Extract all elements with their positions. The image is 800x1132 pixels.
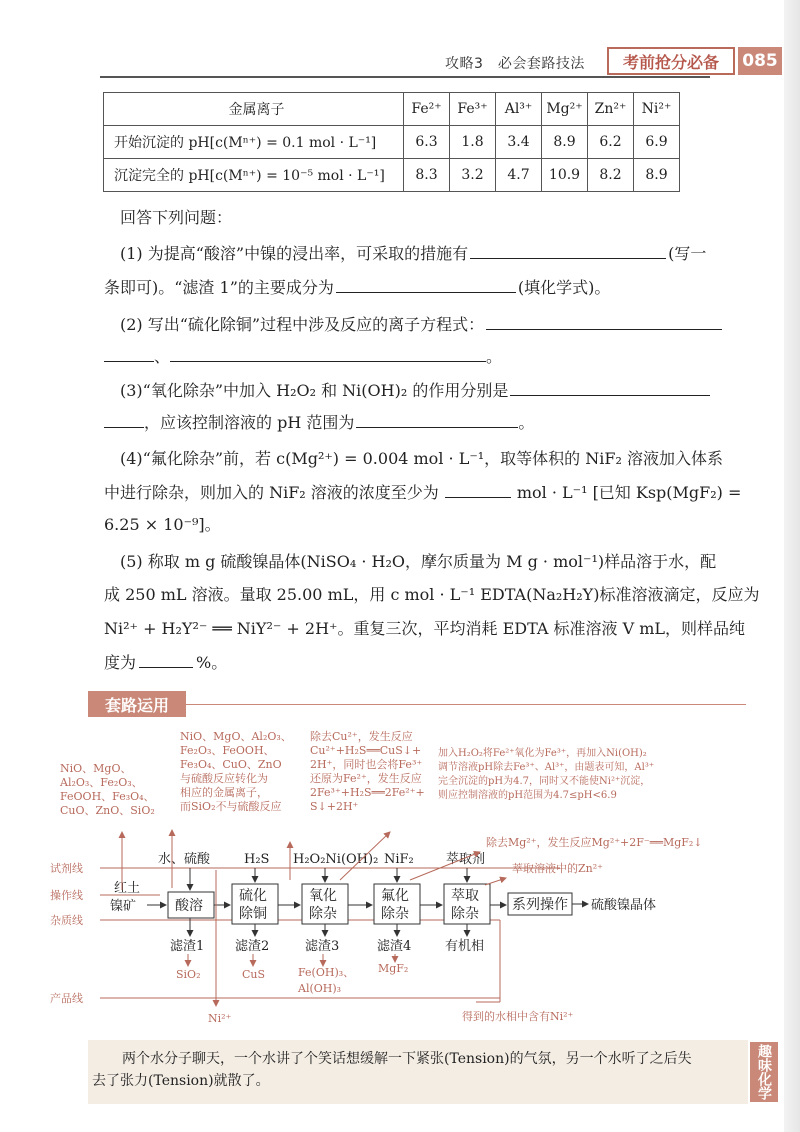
table-cell: 3.2 [450, 159, 496, 192]
line-label-product: 产品线 [50, 992, 83, 1005]
answer-blank[interactable] [470, 258, 666, 259]
residue-1: 滤渣1 [170, 939, 205, 954]
q1-suffix: (写一 [668, 244, 707, 263]
answer-blank[interactable] [170, 361, 486, 362]
q1-line1 [120, 243, 706, 265]
answer-blank[interactable] [336, 292, 516, 293]
page-number: 085 [738, 47, 782, 75]
step-label-series: 系列操作 [512, 897, 568, 913]
q4-text-3: mol · L⁻¹ [已知 Ksp(MgF₂) = [516, 483, 742, 502]
answer-blank[interactable] [486, 329, 722, 330]
ni-ion-label: Ni²⁺ [208, 1012, 232, 1025]
step-label-ex-2: 除杂 [451, 906, 479, 922]
residue-3-content-1: Fe(OH)₃、 [298, 966, 355, 979]
step-label-ex-1: 萃取 [451, 888, 479, 904]
q5-line1: (5) 称取 m g 硫酸镍晶体(NiSO₄ · H₂O，摩尔质量为 M g · mol⁻¹)样品溶于水，配 [120, 552, 717, 571]
q5-end: %。 [196, 653, 228, 672]
note-ore: NiO、MgO、 Al₂O₃、Fe₂O₃、 FeOOH、Fe₃O₄、 CuO、ZnO、SiO₂ [60, 762, 155, 817]
note-ox: 加入H₂O₂将Fe²⁺氧化为Fe³⁺，再加入Ni(OH)₂ 调节溶液pH除去Fe³⁺、Al³⁺，由题表可知，Al³⁺ 完全沉淀的pH为4.7，同时又不能使Ni²⁺沉淀， 则应控制溶液的pH范围为4.7≤pH<6.9 [438, 748, 655, 801]
table-cell: 1.8 [450, 126, 496, 159]
table-row [104, 159, 680, 192]
table-cell: 10.9 [542, 159, 588, 192]
step-label-acid: 酸溶 [175, 898, 203, 914]
q5-text-4: 度为 [104, 653, 137, 672]
q3-text-2: ，应该控制溶液的 pH 范围为 [144, 413, 355, 432]
residue-3-content-2: Al(OH)₃ [298, 982, 342, 995]
answer-blank[interactable] [104, 427, 144, 428]
chapter-title: 攻略3 必会套路技法 [445, 56, 585, 72]
questions-intro: 回答下列问题： [120, 208, 233, 227]
reagent-extractant: 萃取剂 [446, 852, 486, 867]
table-cell: 6.2 [588, 126, 634, 159]
q4-line1: (4)“氟化除杂”前，若 c(Mg²⁺) = 0.004 mol · L⁻¹，取等体积的 NiF₂ 溶液加入体系 [120, 449, 723, 468]
line-label-operation: 操作线 [50, 889, 83, 902]
note-acid: NiO、MgO、Al₂O₃、 Fe₂O₃、FeOOH、 Fe₃O₄、CuO、ZnO 与硫酸反应转化为 相应的金属离子， 而SiO₂不与硫酸反应 [180, 730, 292, 813]
footer-badge: 趣味化学 [750, 1042, 778, 1102]
answer-blank[interactable] [104, 361, 154, 362]
residue-2-content: CuS [242, 968, 266, 981]
q1-suffix-2: (填化学式)。 [517, 278, 611, 297]
table-header-cell: Fe³⁺ [450, 93, 496, 126]
step-label-cu-2: 除铜 [239, 906, 267, 922]
table-header-cell: Ni²⁺ [634, 93, 680, 126]
q4-text-2: 中进行除杂，则加入的 NiF₂ 溶液的浓度至少为 [104, 483, 439, 502]
residue-4: 滤渣4 [377, 939, 412, 954]
table-header-cell: Al³⁺ [496, 93, 542, 126]
section-tag: 套路运用 [88, 691, 186, 717]
reagent-h2s: H₂S [244, 852, 270, 867]
step-label-f-1: 氟化 [381, 888, 409, 904]
step-label-ox-1: 氧化 [309, 888, 337, 904]
q4-line2 [104, 482, 741, 504]
q2-line1 [120, 314, 722, 336]
table-cell: 6.9 [634, 126, 680, 159]
step-label-f-2: 除杂 [381, 906, 409, 922]
table-cell: 8.9 [634, 159, 680, 192]
table-header-cell: Fe²⁺ [404, 93, 450, 126]
table-cell: 6.3 [404, 126, 450, 159]
reagent-h2o2: H₂O₂Ni(OH)₂ [293, 852, 379, 867]
q4-line3: 6.25 × 10⁻⁹]。 [104, 515, 221, 534]
ion-ph-table [103, 92, 680, 192]
q5-line2: 成 250 mL 溶液。量取 25.00 mL，用 c mol · L⁻¹ EDTA(Na₂H₂Y)标准溶液滴定，反应为 [104, 585, 760, 604]
water-phase-note: 得到的水相中含有Ni²⁺ [462, 1010, 574, 1023]
q2-separator: 、 [154, 347, 171, 366]
row-label: 开始沉淀的 pH[c(Mⁿ⁺) = 0.1 mol · L⁻¹] [104, 126, 404, 159]
table-cell: 8.2 [588, 159, 634, 192]
section-badge: 考前抢分必备 [607, 47, 735, 75]
q3-line1 [120, 380, 710, 402]
residue-1-content: SiO₂ [176, 968, 201, 981]
residue-3: 滤渣3 [305, 939, 340, 954]
organic-phase: 有机相 [445, 939, 485, 954]
row-label: 沉淀完全的 pH[c(Mⁿ⁺) = 10⁻⁵ mol · L⁻¹] [104, 159, 404, 192]
residue-2: 滤渣2 [235, 939, 270, 954]
header-rule [100, 76, 710, 78]
q1-text: (1) 为提高“酸溶”中镍的浸出率，可采取的措施有 [120, 244, 469, 263]
step-label-ox-2: 除杂 [309, 906, 337, 922]
table-cell: 8.3 [404, 159, 450, 192]
q5-line4 [104, 652, 227, 674]
step-label-cu-1: 硫化 [239, 888, 267, 904]
note-zn: 萃取溶液中的Zn²⁺ [512, 862, 603, 875]
q1-text-2: 条即可)。“滤渣 1”的主要成分为 [104, 278, 334, 297]
q3-line2 [104, 412, 534, 434]
table-header-label: 金属离子 [104, 93, 404, 126]
q3-text: (3)“氧化除杂”中加入 H₂O₂ 和 Ni(OH)₂ 的作用分别是 [120, 381, 509, 400]
q3-end: 。 [518, 413, 535, 432]
answer-blank[interactable] [510, 395, 710, 396]
final-product: 硫酸镍晶体 [591, 898, 657, 913]
q2-line2 [104, 346, 502, 368]
table-cell: 8.9 [542, 126, 588, 159]
answer-blank[interactable] [445, 497, 511, 498]
table-header-cell: Zn²⁺ [588, 93, 634, 126]
line-label-reagent: 试剂线 [50, 862, 83, 875]
start-material-1: 红土 [114, 881, 141, 896]
page-edge [784, 0, 800, 1132]
residue-4-content: MgF₂ [378, 962, 409, 975]
reagent-nif2: NiF₂ [384, 852, 414, 867]
table-row [104, 126, 680, 159]
q5-line3: Ni²⁺ + H₂Y²⁻ ══ NiY²⁻ + 2H⁺。重复三次，平均消耗 EDTA 标准溶液 V mL，则样品纯 [104, 619, 746, 638]
section-rule [186, 704, 746, 705]
note-mg: 除去Mg²⁺，发生反应Mg²⁺+2F⁻══MgF₂↓ [486, 836, 703, 849]
answer-blank[interactable] [139, 667, 193, 668]
table-header-row [104, 93, 680, 126]
table-header-cell: Mg²⁺ [542, 93, 588, 126]
note-cu: 除去Cu²⁺，发生反应 Cu²⁺+H₂S══CuS↓+ 2H⁺，同时也会将Fe³⁺ 还原为Fe²⁺，发生反应 2Fe³⁺+H₂S══2Fe²⁺+ S↓+2H⁺ [310, 730, 425, 813]
reagent-acid: 水、硫酸 [158, 852, 211, 867]
process-flowchart [0, 720, 784, 1030]
q2-end: 。 [486, 347, 503, 366]
start-material-2: 镍矿 [110, 899, 137, 914]
line-label-impurity: 杂质线 [50, 914, 83, 927]
q2-text: (2) 写出“硫化除铜”过程中涉及反应的离子方程式： [120, 315, 485, 334]
table-cell: 3.4 [496, 126, 542, 159]
table-cell: 4.7 [496, 159, 542, 192]
answer-blank[interactable] [356, 427, 518, 428]
q1-line2 [104, 277, 610, 299]
footer-joke: 两个水分子聊天，一个水讲了个笑话想缓解一下紧张(Tension)的气氛，另一个水听了之后失去了张力(Tension)就散了。 [92, 1051, 692, 1089]
